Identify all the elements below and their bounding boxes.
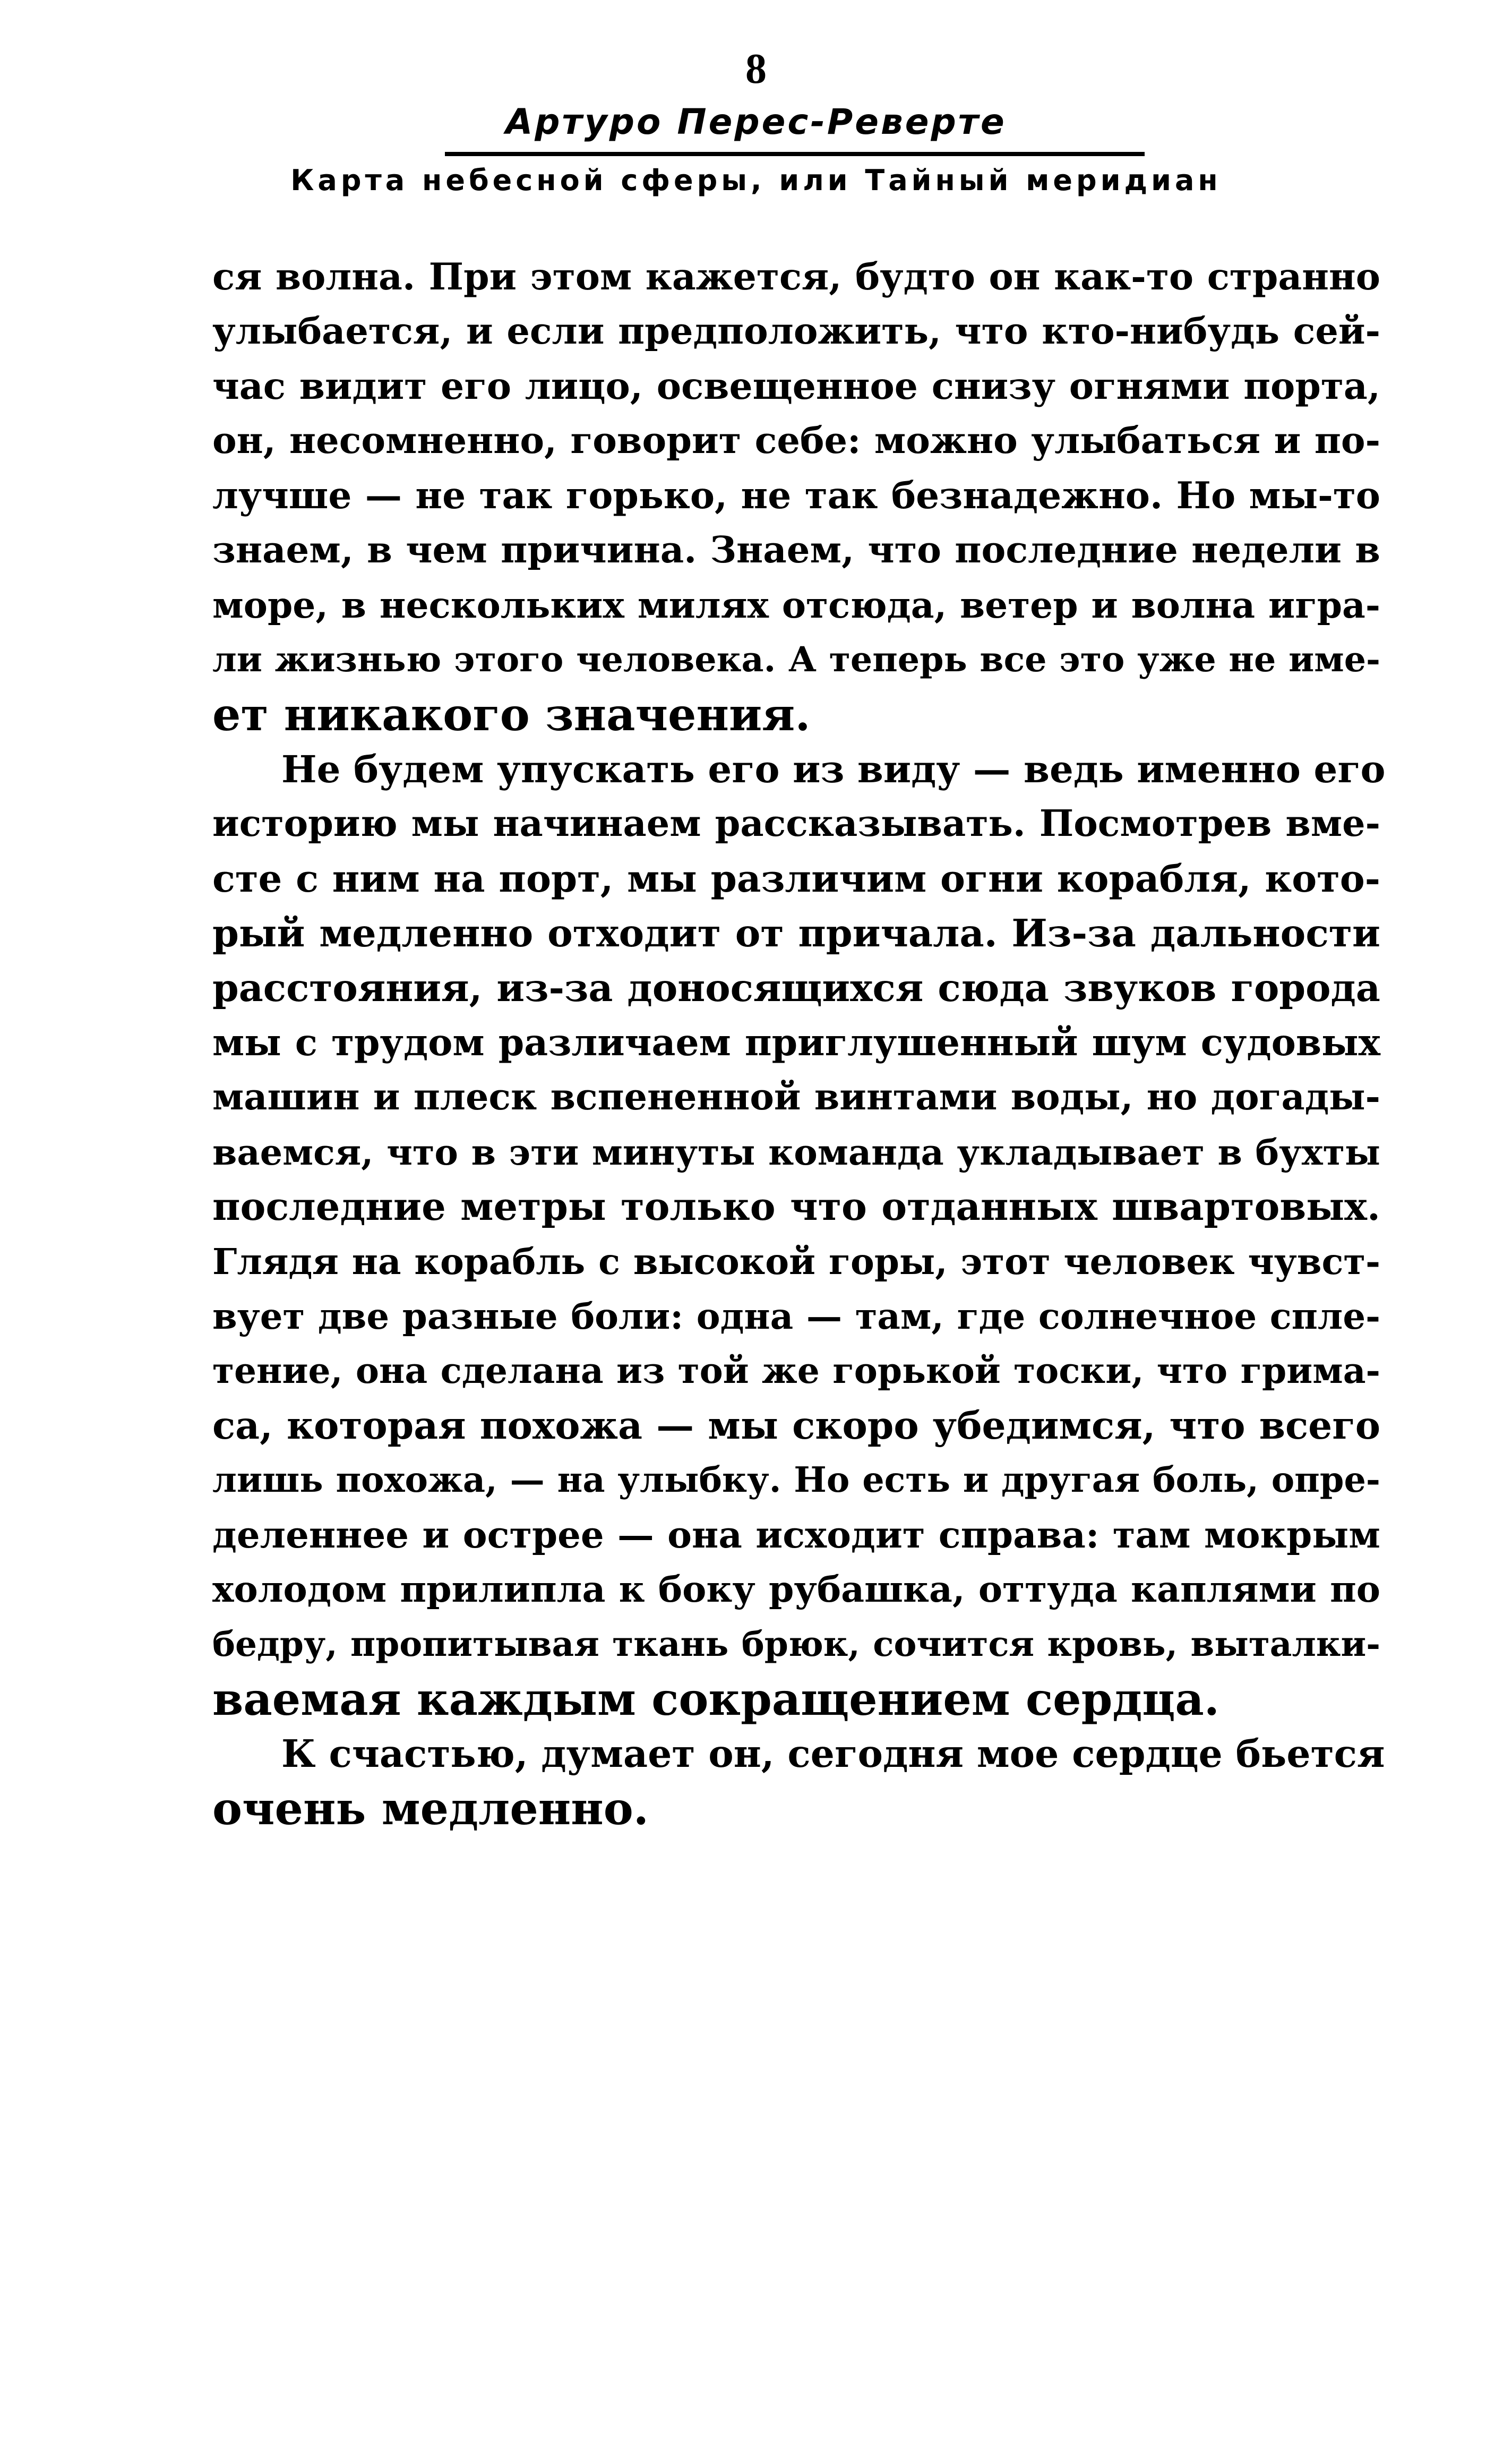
text-line: очень медленно.	[212, 1782, 649, 1835]
text-line: последние метры только что отданных швартовых.	[212, 1184, 1380, 1229]
paragraph	[212, 250, 1380, 742]
text-line: улыбается, и если предположить, что кто-нибудь сей-	[212, 310, 1380, 353]
text-line: бедру, пропитывая ткань брюк, сочится кровь, выталки-	[212, 1624, 1380, 1664]
text-line: Не будем упускать его из виду — ведь именно его	[281, 747, 1386, 791]
text-line: К счастью, думает он, сегодня мое сердце бьется	[281, 1731, 1385, 1776]
text-line: сте с ним на порт, мы различим огни корабля, кото-	[212, 857, 1380, 901]
text-line: час видит его лицо, освещенное снизу огнями порта,	[212, 365, 1380, 408]
text-line: Глядя на корабль с высокой горы, этот человек чувст-	[212, 1241, 1380, 1283]
text-line: историю мы начинаем рассказывать. Посмотрев вме-	[212, 802, 1380, 845]
text-line: рый медленно отходит от причала. Из-за дальности	[212, 911, 1380, 955]
body-text	[212, 250, 1386, 1836]
text-line: ет никакого значения.	[212, 688, 811, 741]
page-number: 8	[745, 46, 767, 92]
text-line: море, в нескольких милях отсюда, ветер и волна игра-	[212, 584, 1380, 626]
text-line: расстояния, из-за доносящихся сюда звуков города	[212, 965, 1380, 1010]
text-line: знаем, в чем причина. Знаем, что последние недели в	[212, 529, 1380, 571]
text-line: лишь похожа, — на улыбку. Но есть и другая боль, опре-	[212, 1460, 1380, 1500]
text-line: холодом прилипла к боку рубашка, оттуда каплями по	[212, 1568, 1380, 1611]
running-head-rule	[445, 152, 1145, 156]
paragraph	[212, 1726, 1385, 1836]
text-line: тение, она сделана из той же горькой тоски, что грима-	[212, 1350, 1380, 1391]
text-line: ваемся, что в эти минуты команда укладывает в бухты	[212, 1131, 1380, 1173]
text-line: лучше — не так горько, не так безнадежно. Но мы-то	[212, 474, 1380, 517]
text-line: ли жизнью этого человека. А теперь все это уже не име-	[212, 639, 1380, 680]
paragraph	[212, 742, 1386, 1726]
text-line: вует две разные боли: одна — там, где солнечное спле-	[212, 1295, 1380, 1337]
text-line: ваемая каждым сокращением сердца.	[212, 1673, 1220, 1725]
text-line: машин и плеск вспененной винтами воды, но догады-	[212, 1076, 1380, 1118]
text-line: ся волна. При этом кажется, будто он как-то странно	[212, 255, 1380, 298]
text-line: деленнее и острее — она исходит справа: там мокрым	[212, 1514, 1380, 1557]
running-head-author: Артуро Перес-Реверте	[505, 101, 1007, 142]
running-head-title: Карта небесной сферы, или Тайный меридиан	[290, 164, 1222, 197]
text-line: он, несомненно, говорит себе: можно улыбаться и по-	[212, 420, 1380, 462]
text-line: са, которая похожа — мы скоро убедимся, что всего	[212, 1403, 1380, 1448]
text-line: мы с трудом различаем приглушенный шум судовых	[212, 1021, 1380, 1064]
